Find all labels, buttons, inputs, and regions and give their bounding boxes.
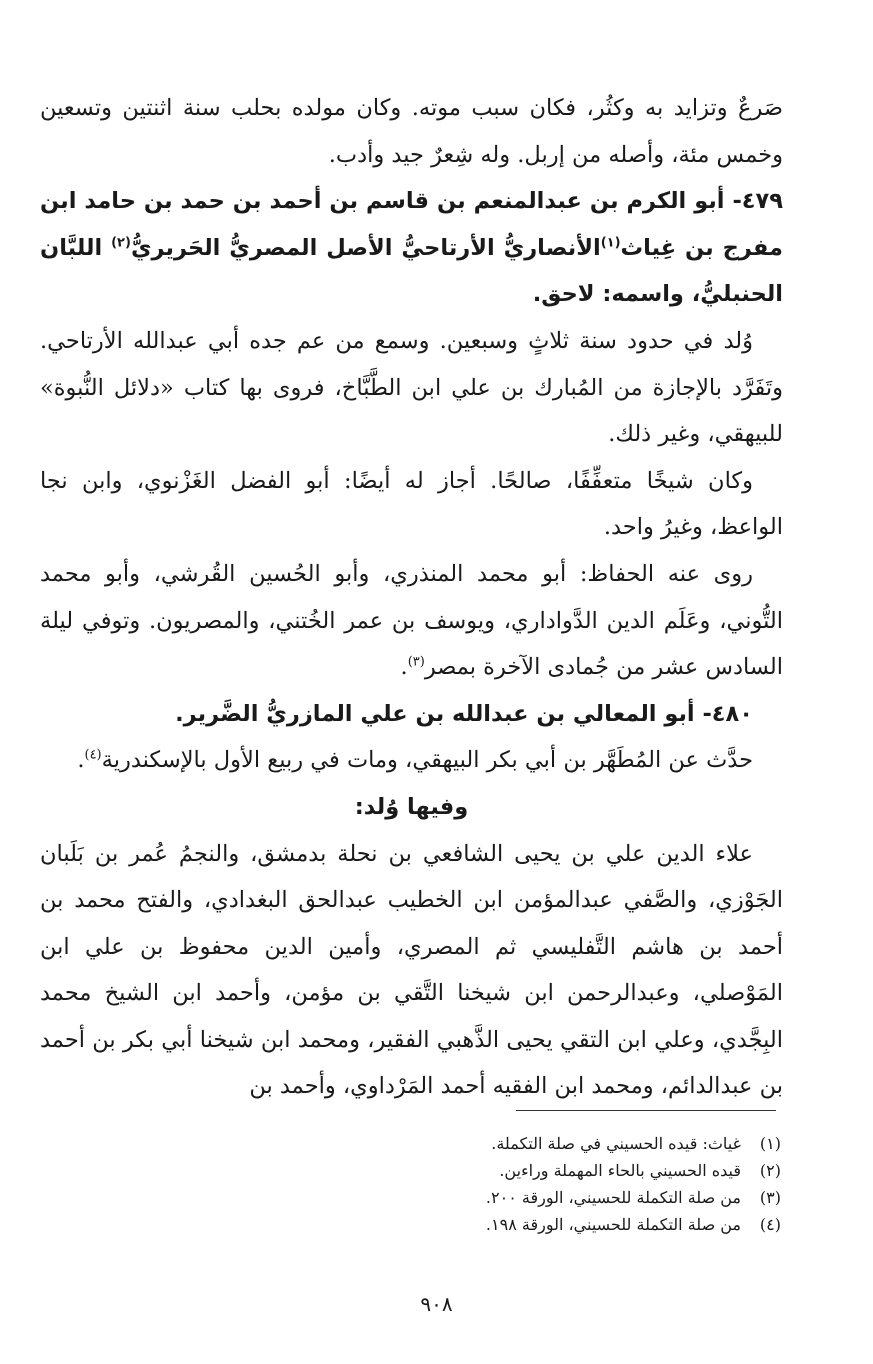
section-subheading: وفيها وُلد: [354,793,469,820]
footnote-text: غياث: قيده الحسيني في صلة التكملة. [491,1134,741,1153]
entry-480-heading [40,691,783,738]
footnote-2 [181,1157,781,1184]
paragraph-480 [40,737,783,784]
footnote-text: قيده الحسيني بالحاء المهملة وراءين. [499,1161,741,1180]
footnote-4 [181,1211,781,1238]
entry-479-heading [40,178,783,318]
paragraph-end-dot: . [400,654,408,681]
footnote-ref-4[interactable]: (٤) [84,747,102,763]
paragraph-narrators [40,551,783,691]
footnotes [181,1130,781,1238]
entry-name-part-a: أبو الكرم بن عبدالمنعم بن قاسم بن أحمد بن حمد بن حامد ابن مفرج بن غِياث [40,188,783,261]
footnote-divider [516,1110,776,1111]
footnote-text: من صلة التكملة للحسيني، الورقة ٢٠٠. [485,1188,741,1207]
entry-name-part-c: اللبَّان الحنبليُّ، واسمه: لاحق. [40,234,783,308]
footnote-number: (٣) [759,1188,781,1207]
footnote-1 [181,1130,781,1157]
entry-number: ٤٨٠- [702,700,753,727]
page-number: ٩٠٨ [420,1292,453,1316]
paragraph-narrators-text: روى عنه الحفاظ: أبو محمد المنذري، وأبو الحُسين القُرشي، وأبو محمد التُّوني، وعَلَم الدين الدَّواداري، ويوسف بن عمر الخُتني، والمصريون. وتوفي ليلة السادس عشر من جُمادى الآخرة بمصر [40,560,783,681]
paragraph-end-dot: . [77,747,85,774]
paragraph-480-text: حدَّث عن المُطَهَّر بن أبي بكر البيهقي، ومات في ربيع الأول بالإسكندرية [101,747,753,774]
footnote-3 [181,1184,781,1211]
footnote-number: (٢) [759,1161,781,1180]
entry-name: أبو المعالي بن عبدالله بن علي المازريُّ الضَّرير. [175,700,695,727]
footnote-text: من صلة التكملة للحسيني، الورقة ١٩٨. [485,1215,741,1234]
paragraph-born-list: علاء الدين علي بن يحيى الشافعي بن نحلة بدمشق، والنجمُ عُمر بن بَلَبان الجَوْزي، والصَّفي عبدالمؤمن ابن الخطيب عبدالحق البغدادي، والفتح محمد بن أحمد بن هاشم التَّفليسي ثم المصري، وأمين الدين محفوظ بن علي ابن المَوْصلي، وعبدالرحمن ابن شيخنا التَّقي بن مؤمن، وأحمد ابن الشيخ محمد البِجَّدي، وعلي ابن التقي يحيى الذَّهبي الفقير، ومحمد ابن شيخنا أبي بكر بن أحمد بن عبدالدائم، ومحمد ابن الفقيه أحمد المَرْداوي، وأحمد بن [40,840,783,1100]
entry-number: ٤٧٩- [732,188,783,215]
footnote-ref-1[interactable]: (١) [600,235,621,251]
footnote-number: (٤) [759,1215,781,1234]
paragraph-character: وكان شيخًا متعفِّفًا، صالحًا. أجاز له أيضًا: أبو الفضل الغَزْنوي، وابن نجا الواعظ، وغيرُ واحد. [40,467,783,541]
entry-name-part-b: الأنصاريُّ الأرتاحيُّ الأصل المصريُّ الحَريريُّ [130,234,601,261]
footnote-ref-2[interactable]: (٢) [111,235,131,251]
paragraph-birth: وُلد في حدود سنة ثلاثٍ وسبعين. وسمع من عم جده أبي عبدالله الأرتاحي. وتَفَرَّد بالإجازة من المُبارك بن علي ابن الطَّبَّاخ، فروى بها كتاب «دلائل النُّبوة» للبيهقي، وغير ذلك. [40,327,783,448]
footnote-ref-3[interactable]: (٣) [407,654,425,670]
footnote-number: (١) [759,1134,781,1153]
paragraph-continuation: صَرعٌ وتزايد به وكثُر، فكان سبب موته. وكان مولده بحلب سنة اثنتين وتسعين وخمس مئة، وأصله من إربل. وله شِعرٌ جيد وأدب. [40,95,783,168]
